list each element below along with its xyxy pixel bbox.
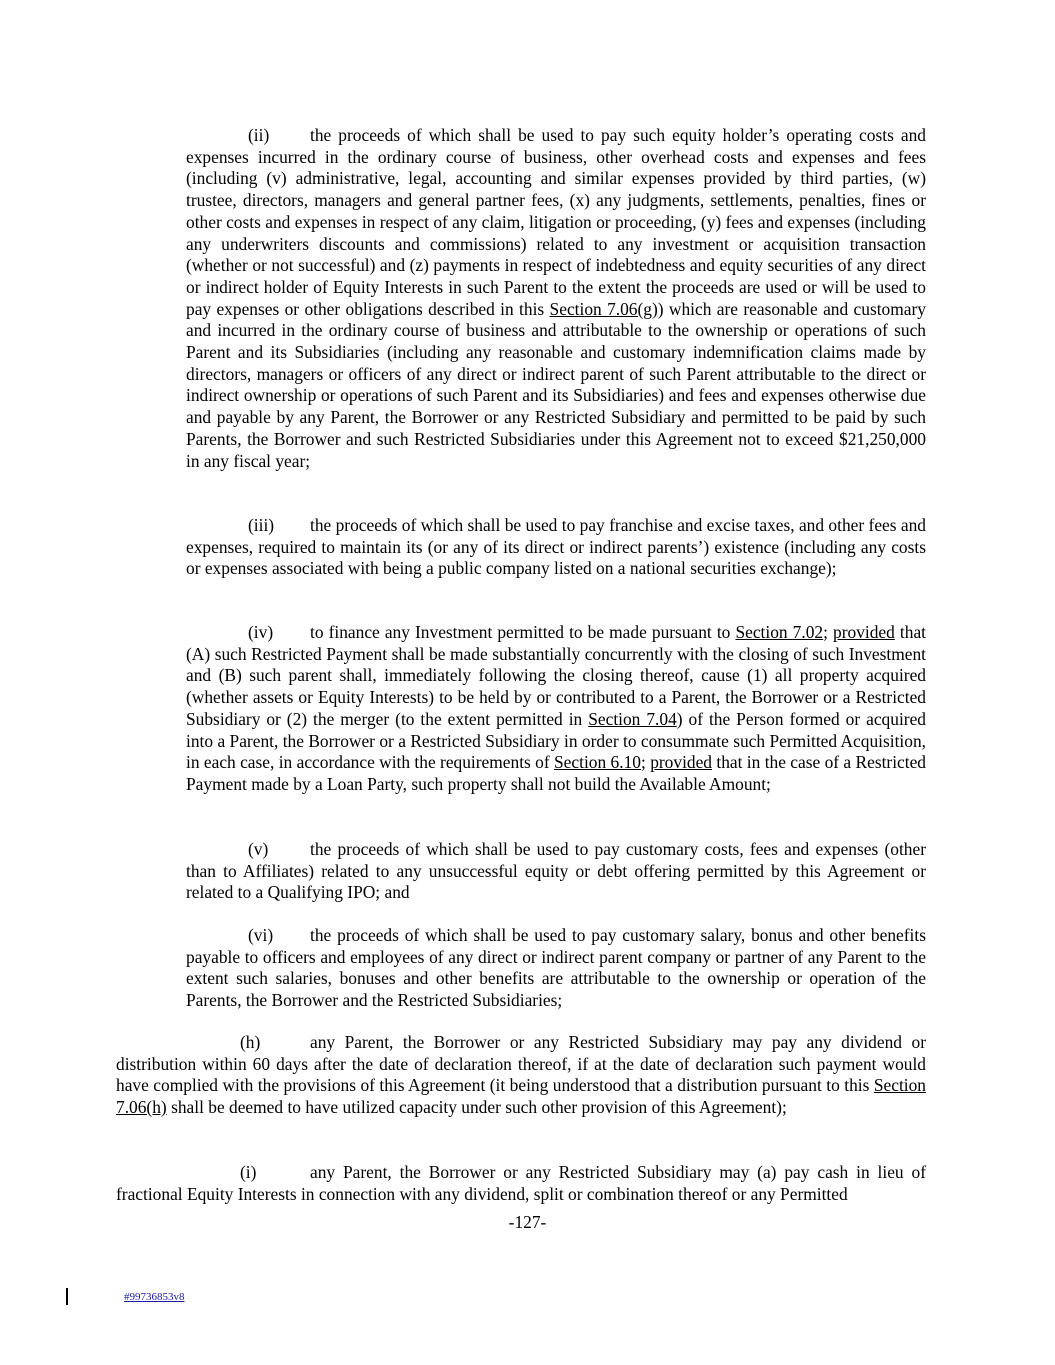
clause-iv [186,622,926,796]
clause-text: the proceeds of which shall be used to pay such equity holder’s operating costs and expenses incurred in the ordinary course of business, other overhead costs and expenses and fees (including (v) administrative, legal, accounting and similar expenses provided by third parties, (w) trustee, directors, managers and general partner fees, (x) any judgments, settlements, penalties, fines or other costs and expenses in respect of any claim, litigation or proceeding, (y) fees and expenses (including any underwriters discounts and commissions) related to any investment or acquisition transaction (whether or not successful) and (z) payments in respect of indebtedness and equity securities of any direct or indirect holder of Equity Interests in such Parent to the extent the proceeds are used or will be used to pay expenses or other obligations described in this [186,125,926,319]
section-reference: Section 7.06(g) [549,298,658,319]
clause-text: ) of the Person formed or acquired into a Parent, the Borrower or a Restricted Subsidiary in order to consummate such Permitted Acquisition, in each case, in accordance with the requirements of [186,708,926,773]
clause-v [186,839,926,904]
clause-ii [186,125,926,472]
provided-term: provided [650,752,713,773]
clause-label: (v) [248,839,269,859]
clause-label: (iv) [248,622,274,642]
clause-vi [186,925,926,1012]
section-reference: Section 7.06(h) [116,1075,926,1118]
clause-i [116,1162,926,1205]
clause-text: that (A) such Restricted Payment shall be made substantially concurrently with the closing of such Investment and (B) such parent shall, immediately following the closing thereof, cause (1) all property acquired (whether assets or Equity Interests) to be held by or contributed to a Parent, the Borrower or a Restricted Subsidiary or (2) the merger (to the extent permitted in [186,622,926,729]
section-reference: Section 7.02 [735,622,824,642]
clause-text: any Parent, the Borrower or any Restricted Subsidiary may (a) pay cash in lieu of fractional Equity Interests in connection with any dividend, split or combination thereof or any Permitted [116,1162,926,1204]
clause-text: ; [640,752,651,773]
clause-text: shall be deemed to have utilized capacity under such other provision of this Agreement); [166,1097,787,1118]
page-number: -127- [508,1212,547,1232]
clause-text: that in the case of a Restricted Payment made by a Loan Party, such property shall not build the Available Amount; [186,752,927,794]
clause-text: to finance any Investment permitted to be made pursuant to [310,622,736,642]
clause-label: (iii) [248,515,275,535]
clause-text: ) which are reasonable and customary and incurred in the ordinary course of business and attributable to the ownership or operations of such Parent and its Subsidiaries (including any reasonable and customary indemnification claims made by directors, managers or officers of any direct or indirect parent of such Parent attributable to the direct or indirect ownership or operations of such Parent and its Subsidiaries) and fees and expenses otherwise due and payable by any Parent, the Borrower or any Restricted Subsidiary and permitted to be paid by such Parents, the Borrower and such Restricted Subsidiaries under this Agreement not to exceed $21,250,000 in any fiscal year; [186,298,926,471]
clause-text: ; [823,622,834,642]
clause-text: the proceeds of which shall be used to pay franchise and excise taxes, and other fees and expenses, required to maintain its (or any of its direct or indirect parents’) existence (including any costs or expenses associated with being a public company listed on a national securities exchange); [186,515,926,579]
change-bar [66,1288,68,1305]
clause-label: (h) [240,1032,261,1052]
clause-text: the proceeds of which shall be used to pay customary salary, bonus and other benefits payable to officers and employees of any direct or indirect parent company or partner of any Parent to the extent such salaries, bonuses and other benefits are attributable to the ownership or operation of the Parents, the Borrower and the Restricted Subsidiaries; [186,925,926,1011]
clause-label: (vi) [248,925,274,945]
clause-label: (i) [240,1162,257,1182]
clause-h [116,1032,926,1119]
section-reference: Section 6.10 [554,752,641,773]
clause-iii [186,515,926,580]
clause-text: the proceeds of which shall be used to pay customary costs, fees and expenses (other than to Affiliates) related to any unsuccessful equity or debt offering permitted by this Agreement or related to a Qualifying IPO; and [186,839,926,903]
document-id-link[interactable]: #99736853v8 [124,1291,185,1303]
clause-text: any Parent, the Borrower or any Restricted Subsidiary may pay any dividend or distribution within 60 days after the date of declaration thereof, if at the date of declaration such payment would have complied with the provisions of this Agreement (it being understood that a distribution pursuant to this [116,1032,926,1096]
provided-term: provided [833,622,895,642]
section-reference: Section 7.04 [588,708,677,729]
clause-label: (ii) [248,125,270,145]
